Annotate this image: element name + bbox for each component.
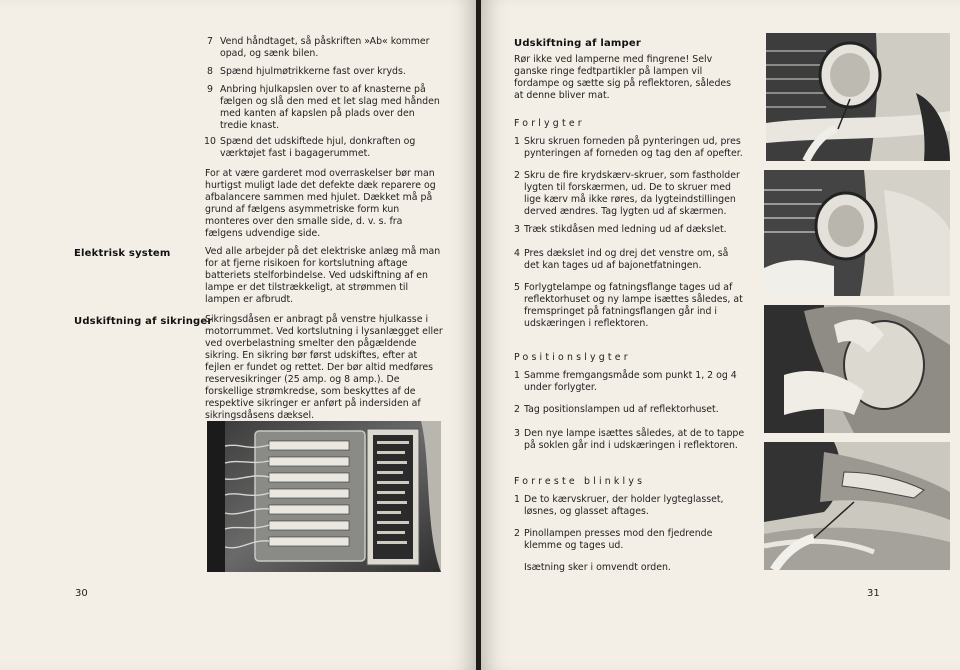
fuse-text: Sikringsdåsen er anbragt på venstre hjulkasse i motorrummet. Ved kortslutning i lysanlægget eller ved overbelastning smelter den pågældende sikring. En sikring bør først udskiftes, efter at fejlen er fundet og rettet. Der bør altid medføres reservesikringer (25 amp. og 8 amp.). De forskellige strømkredse, som beskyttes af de respektive sikringer er anført på indersiden af sikringsdåsens dæksel.: [205, 314, 443, 421]
page-number: 31: [867, 588, 880, 599]
section-title: Forlygter: [514, 118, 585, 129]
electrical-text: Ved alle arbejder på det elektriske anlæg må man for at fjerne risikoen for kortslutning aftage batteriets stelforbindelse. Ved udskiftning af en lampe er det tilstrækkeligt, at strømmen til lampen er afbrudt.: [205, 246, 441, 305]
headlight-photo-1: [766, 33, 950, 161]
step-text: Spænd det udskiftede hjul, donkraften og værktøjet fast i bagagerummet.: [220, 136, 416, 159]
step-text: De to kærvskruer, der holder lygteglasset, løsnes, og glasset aftages.: [524, 494, 724, 517]
fuse-box-photo: [207, 421, 441, 572]
step-number: 10: [204, 136, 216, 147]
step-text: Tag positionslampen ud af reflektorhuset.: [524, 404, 719, 415]
step-text: Forlygtelampe og fatningsflange tages ud af reflektorhuset og ny lampe isættes således, at fremspringet på fatningsflangen går ind i udskæringen i reflektoren.: [524, 282, 743, 329]
step-number: 2: [514, 404, 520, 415]
step-number: 8: [207, 66, 213, 77]
lamp-heading: Udskiftning af lamper: [514, 38, 641, 49]
section-title: Positionslygter: [514, 352, 631, 363]
turn-signal-photo: [764, 442, 950, 570]
step-text: Skru skruen forneden på pynteringen ud, pres pynteringen af forneden og tag den af opefter.: [524, 136, 743, 159]
right-page: [481, 0, 960, 670]
step-number: 3: [514, 224, 520, 235]
step-text: Samme fremgangsmåde som punkt 1, 2 og 4 under forlygter.: [524, 370, 737, 393]
step-number: 1: [514, 494, 520, 505]
step-number: 1: [514, 370, 520, 381]
step-text: Træk stikdåsen med ledning ud af dækslet.: [524, 224, 727, 235]
step-number: 3: [514, 428, 520, 439]
step-number: 1: [514, 136, 520, 147]
step-text: Pres dækslet ind og drej det venstre om, så det kan tages ud af bajonetfatningen.: [524, 248, 729, 271]
lamp-intro: Rør ikke ved lamperne med fingrene! Selv ganske ringe fedtpartikler på lampen vil fordampe og sætte sig på reflektoren, således at denne bliver mat.: [514, 54, 732, 101]
step-text: Anbring hjulkapslen over to af knasterne på fælgen og slå den med et let slag med hånden med kanten af kapslen på plads over den tredie knast.: [220, 84, 440, 131]
step-number: 9: [207, 84, 213, 95]
section-title: Forreste blinklys: [514, 476, 646, 487]
step-number: 5: [514, 282, 520, 293]
tire-note: For at være garderet mod overraskelser bør man hurtigst muligt lade det defekte dæk reparere og afbalancere sammen med hjulet. Dækket må på grund af fælgens asymmetriske form kun monteres over den smalle side, d. v. s. fra fælgens udvendige side.: [205, 168, 436, 239]
step-text: Skru de fire krydskærv-skruer, som fastholder lygten til forskærmen, ud. De to skruer med lige kærv må ikke røres, da lygteindstillingen derved ændres. Tag lygten ud af skærmen.: [524, 170, 740, 217]
closing-note: Isætning sker i omvendt orden.: [524, 562, 671, 573]
step-text: Vend håndtaget, så påskriften »Ab« kommer opad, og sænk bilen.: [220, 36, 430, 59]
step-text: Den nye lampe isættes således, at de to tappe på soklen går ind i udskæringen i reflektoren.: [524, 428, 745, 451]
page-number: 30: [75, 588, 88, 599]
step-number: 4: [514, 248, 520, 259]
step-number: 2: [514, 528, 520, 539]
headlight-photo-3: [764, 305, 950, 433]
step-number: 2: [514, 170, 520, 181]
fuse-heading: Udskiftning af sikringer: [74, 316, 213, 327]
step-text: Pinollampen presses mod den fjedrende klemme og tages ud.: [524, 528, 713, 551]
electrical-heading: Elektrisk system: [74, 248, 171, 259]
headlight-photo-2: [764, 170, 950, 296]
step-number: 7: [207, 36, 213, 47]
left-page: [0, 0, 476, 670]
step-text: Spænd hjulmøtrikkerne fast over kryds.: [220, 66, 406, 77]
